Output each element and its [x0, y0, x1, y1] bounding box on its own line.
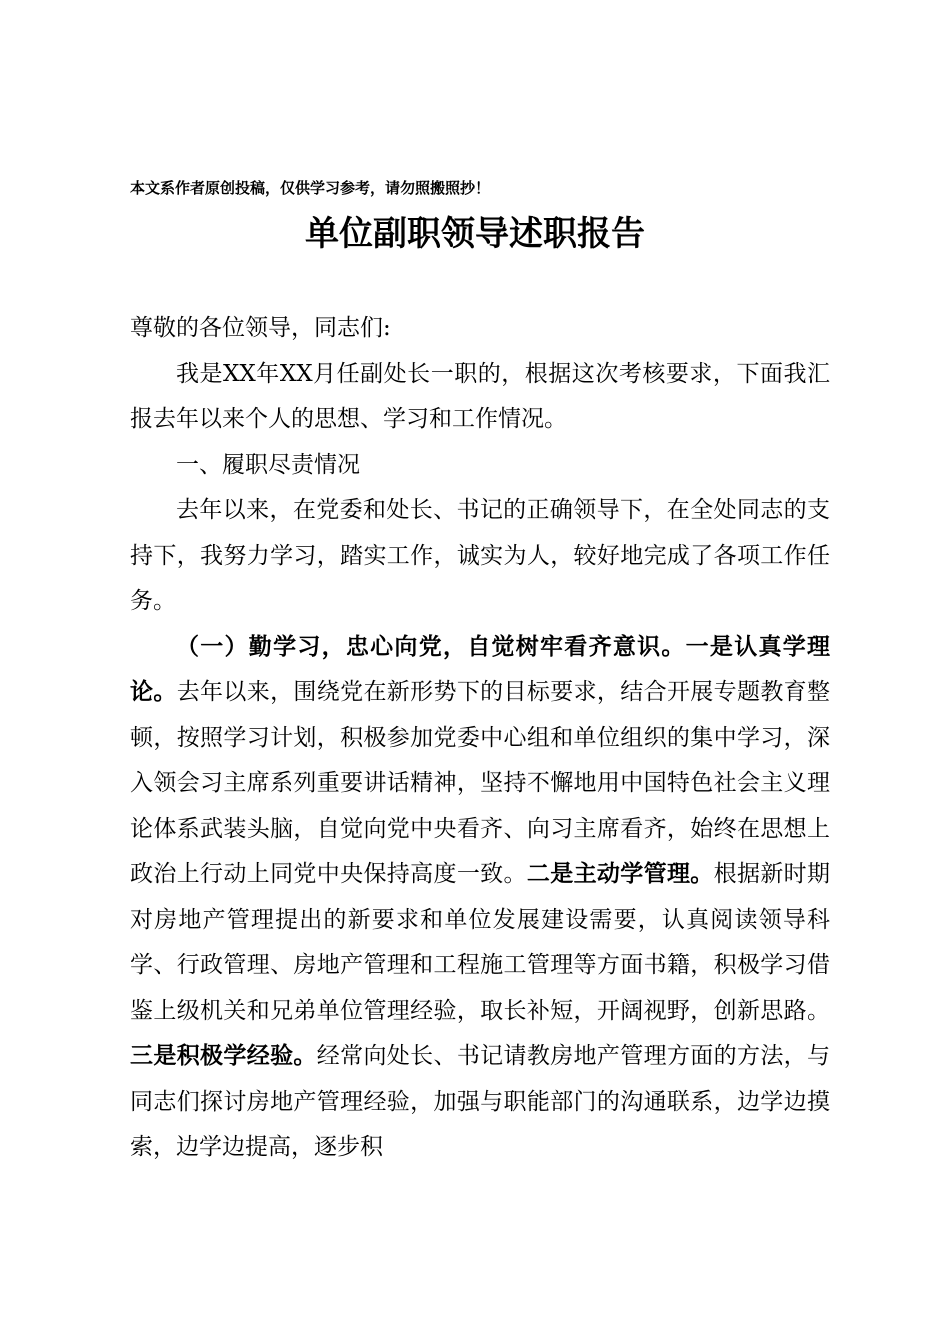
point-3-label: 三是积极学经验。: [130, 1043, 317, 1069]
salutation: 尊敬的各位领导，同志们:: [130, 315, 391, 341]
point-1-label: 一是认真学理论。: [130, 633, 831, 705]
section-paragraph: 去年以来，在党委和处长、书记的正确领导下，在全处同志的支持下，我努力学习，踏实工作，诚实为人，较好地完成了各项工作任务。: [130, 497, 830, 614]
point-2-label: 二是主动学管理。: [526, 861, 714, 887]
point-2-text: 根据新时期对房地产管理提出的新要求和单位发展建设需要，认真阅读领导科学、行政管理、房地产管理和工程施工管理等方面书籍，积极学习借鉴上级机关和兄弟单位管理经验，取长补短，开阔视野，创新思路。: [130, 861, 831, 1024]
section-heading: 一、履职尽责情况: [176, 451, 360, 478]
intro-paragraph: 我是XX年XX月任副处长一职的，根据这次考核要求，下面我汇报去年以来个人的思想、学习和工作情况。: [130, 360, 830, 432]
subsection-heading: （一）勤学习，忠心向党，自觉树牢看齐意识。: [176, 633, 686, 660]
point-1-text: 去年以来，围绕党在新形势下的目标要求，结合开展专题教育整顿，按照学习计划，积极参加党委中心组和单位组织的集中学习，深入领会习主席系列重要讲话精神，坚持不懈地用中国特色社会主义理论体系武装头脑，自觉向党中央看齐、向习主席看齐，始终在思想上政治上行动上同党中央保持高度一致。: [130, 679, 831, 887]
document-title: 单位副职领导述职报告: [305, 214, 645, 254]
document-body: [130, 306, 830, 1171]
copyright-notice: 本文系作者原创投稿，仅供学习参考，请勿照搬照抄！: [130, 179, 491, 197]
subsection-paragraph: [130, 625, 830, 1171]
point-3-text: 经常向处长、书记请教房地产管理方面的方法，与同志们探讨房地产管理经验，加强与职能部门的沟通联系，边学边摸索，边学边提高，逐步积: [130, 1043, 831, 1160]
